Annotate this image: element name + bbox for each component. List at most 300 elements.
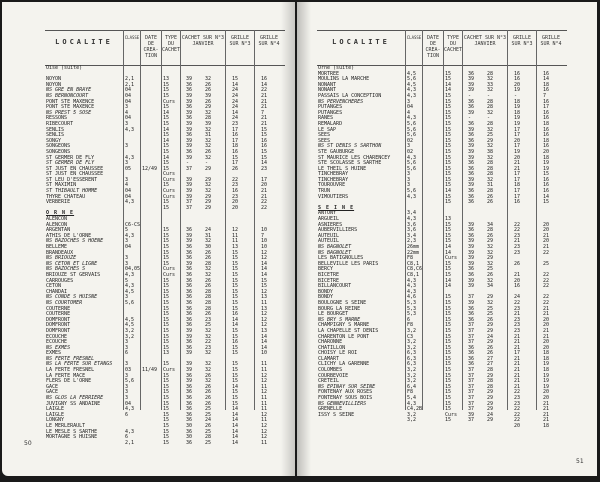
grille4-cell: 7 (261, 232, 265, 239)
locality-name: ALENCON (46, 216, 68, 223)
locality-name: ST THIBAULT HOMME (46, 188, 98, 195)
cachet-1-cell: 39 (186, 120, 193, 127)
grille3-cell: 14 (232, 322, 239, 329)
type-cell: 15 (445, 76, 452, 83)
locality-name: PONT STE MAXENCE (46, 98, 95, 105)
cachet-1-cell: 36 (468, 98, 475, 105)
classe-cell: 4,3 (125, 126, 135, 133)
grille3-cell: 14 (232, 417, 239, 424)
cachet-2-cell: 33 (487, 81, 494, 88)
locality-name: FLERS DE L'ORNE (46, 378, 92, 385)
grille4-cell: 16 (543, 143, 550, 150)
grille4-cell: 19 (543, 372, 550, 379)
locality-name: BICETRE (318, 277, 340, 284)
grille4-cell: 22 (543, 283, 550, 290)
grille4-cell: 22 (543, 249, 550, 256)
cachet-1-cell: 30 (186, 423, 193, 429)
grille3-cell: 15 (232, 305, 239, 312)
type-cell: 15 (163, 288, 170, 295)
grille4-cell: 21 (261, 193, 268, 200)
cachet-2-cell: 28 (205, 294, 212, 301)
grille3-cell: 20 (514, 81, 521, 88)
classe-cell: 6 (125, 350, 129, 357)
type-cell: 13 (163, 76, 170, 83)
locality-name: SONGEONS (46, 148, 71, 155)
classe-cell: 3 (407, 182, 411, 189)
cachet-2-cell: 32 (487, 76, 494, 83)
type-cell: 14 (163, 137, 170, 144)
cachet-2-cell: 23 (205, 344, 212, 351)
date-cell: 12/49 (142, 165, 158, 172)
locality-name: BRIOUZE ST GERVAIS (46, 271, 101, 278)
grille3-cell: 15 (232, 333, 239, 340)
cachet-2-cell: 26 (205, 400, 212, 407)
cachet-2-cell: 28 (487, 160, 494, 167)
classe-cell: 02 (407, 148, 414, 155)
locality-name: ST LEU D'ESSERENT (46, 176, 98, 183)
classe-cell: 4,5 (407, 81, 417, 88)
type-cell: 15 (163, 417, 170, 424)
classe-cell: 04 (125, 98, 132, 105)
classe-cell: 4,3 (125, 199, 135, 206)
type-cell: 15 (163, 104, 170, 111)
cachet-1-cell: 39 (468, 143, 475, 150)
grille3-cell: 23 (514, 322, 521, 329)
locality-name: CLAMART (318, 355, 340, 362)
divider (536, 30, 537, 410)
cachet-2-cell: 32 (205, 154, 212, 161)
cachet-1-cell: 36 (468, 171, 475, 178)
grille4-cell: 22 (543, 299, 550, 306)
grille4-cell: 10 (261, 244, 268, 250)
classe-cell: 04,05 (125, 266, 141, 273)
locality-name: CHANDAI (46, 288, 68, 295)
locality-name: SENLIS (46, 132, 65, 139)
cachet-1-cell: 39 (468, 176, 475, 183)
type-cell: 15 (163, 283, 170, 290)
type-cell: 15 (445, 333, 452, 340)
locality-name: LONGNY (46, 417, 65, 424)
cachet-1-cell: 39 (468, 255, 475, 262)
classe-cell: 3,4 (407, 210, 417, 217)
grille3-cell: 22 (514, 417, 521, 424)
grille3-cell: 26 (514, 260, 521, 267)
type-cell: 15 (445, 271, 452, 278)
locality-name: LE THEIL S HUINE (318, 165, 367, 172)
cachet-2-cell: 28 (205, 115, 212, 122)
cachet-2-cell: 26 (205, 395, 212, 402)
cachet-2-cell: 22 (205, 339, 212, 346)
grille3-cell: - (514, 92, 518, 99)
locality-name: MORTREE (318, 70, 340, 77)
cachet-2-cell: 29 (487, 389, 494, 396)
cachet-2-cell: 26 (205, 383, 212, 390)
classe-cell: 3,2 (407, 367, 417, 374)
grille4-cell: 19 (543, 160, 550, 167)
grille4-cell: 21 (261, 120, 268, 127)
locality-name: NS BAGNOLET (318, 244, 352, 250)
cachet-2-cell: - (487, 92, 491, 99)
cachet-1-cell: 37 (468, 333, 475, 340)
cachet-1-cell: 39 (468, 299, 475, 306)
type-cell: 15 (163, 406, 170, 413)
type-cell: 15 (445, 120, 452, 127)
grille3-cell: 20 (514, 277, 521, 284)
cachet-1-cell: 39 (468, 154, 475, 161)
type-cell: 15 (163, 400, 170, 407)
grille4-cell: 11 (261, 395, 268, 402)
cachet-1-cell: 36 (186, 266, 193, 273)
locality-name: PONT STE MAXENCE (46, 104, 95, 111)
grille4-cell: 21 (543, 305, 550, 312)
grille4-cell: 16 (261, 76, 268, 83)
grille4-cell: 15 (261, 132, 268, 139)
classe-cell: 02 (407, 137, 414, 144)
cachet-1-cell: 36 (186, 372, 193, 379)
cachet-1-cell: 36 (468, 188, 475, 195)
classe-cell: 26mm (407, 244, 420, 250)
type-cell: 15 (445, 316, 452, 323)
grille4-cell: 15 (543, 171, 550, 178)
grille4-cell: 15 (543, 199, 550, 206)
cachet-2-cell: 29 (487, 294, 494, 301)
type-cell: 14 (445, 81, 452, 88)
grille3-cell: 11 (232, 238, 239, 245)
locality-name: STE SCOLASSE S SARTHE (318, 160, 382, 167)
divider (254, 30, 255, 410)
cachet-1-cell: 36 (468, 160, 475, 167)
cachet-1-cell: 36 (186, 277, 193, 284)
grille3-cell: 11 (232, 232, 239, 239)
grille4-cell: 15 (261, 277, 268, 284)
left-page (2, 2, 295, 476)
locality-name: NS GENNEVILLIERS (318, 400, 367, 407)
grille4-cell: 14 (261, 81, 268, 88)
classe-cell: 6,3 (407, 361, 417, 368)
grille4-cell: 15 (261, 283, 268, 290)
cachet-1-cell: 37 (468, 417, 475, 424)
cachet-2-cell: 31 (205, 232, 212, 239)
grille4-cell: 20 (543, 316, 550, 323)
cachet-1-cell: 36 (186, 428, 193, 435)
locality-name: NOYON (46, 76, 62, 83)
grille3-cell: 23 (514, 244, 521, 250)
cachet-1-cell: 39 (468, 238, 475, 245)
locality-name: RESSONS (46, 115, 68, 122)
cachet-2-cell: 32 (487, 277, 494, 284)
locality-name: NS EPINAY SUR SEINE (318, 383, 376, 390)
type-cell: 14 (163, 154, 170, 161)
classe-cell: 4,3 (407, 216, 417, 223)
header-localite: LOCALITE (332, 38, 390, 46)
locality-name: CHARENTON LE PONT (318, 333, 370, 340)
cachet-2-cell: 29 (205, 176, 212, 183)
type-cell: 13 (445, 216, 452, 223)
grille3-cell: 22 (514, 389, 521, 396)
classe-cell: 4,3 (125, 232, 135, 239)
classe-cell: F8 (407, 389, 414, 396)
grille4-cell: 14 (261, 160, 268, 167)
grille4-cell: 18 (543, 120, 550, 127)
classe-cell: C4,2B (407, 406, 423, 413)
classe-cell: 6 (125, 411, 129, 418)
grille3-cell: 15 (232, 350, 239, 357)
classe-cell: 6,4 (407, 383, 417, 390)
grille3-cell: 17 (232, 137, 239, 144)
locality-name: NS ST DENIS S SARTHON (318, 143, 382, 150)
cachet-1-cell: 36 (186, 400, 193, 407)
cachet-1-cell: 36 (186, 227, 193, 234)
grille4-cell: 21 (261, 188, 268, 195)
cachet-1-cell: 36 (186, 283, 193, 290)
cachet-1-cell: 39 (468, 244, 475, 250)
header-classe: CLASSE (124, 35, 140, 40)
header-cachet: CACHET SUR N°3 JANVIER (181, 35, 225, 47)
divider (180, 30, 181, 410)
grille4-cell: 20 (543, 238, 550, 245)
grille4-cell: 12 (261, 372, 268, 379)
cachet-1-cell: 36 (186, 439, 193, 446)
classe-cell: 3 (407, 176, 411, 183)
type-cell: 14 (163, 126, 170, 133)
grille4-cell: 12 (261, 428, 268, 435)
type-cell: 15 (445, 299, 452, 306)
cachet-2-cell: 25 (205, 406, 212, 413)
cachet-1-cell: 36 (468, 316, 475, 323)
header-date: DATE DE CREA-TION (425, 35, 441, 59)
type-cell: 15 (445, 361, 452, 368)
cachet-2-cell: 28 (487, 98, 494, 105)
classe-cell: 3 (125, 389, 129, 396)
grille4-cell: 12 (261, 434, 268, 441)
cachet-2-cell: 32 (487, 260, 494, 267)
cachet-2-cell: 28 (487, 70, 494, 77)
cachet-1-cell: 39 (186, 193, 193, 200)
grille4-cell: 20 (543, 322, 550, 329)
cachet-2-cell: 26 (487, 271, 494, 278)
type-cell: 15 (445, 417, 452, 424)
cachet-2-cell: 25 (205, 439, 212, 446)
cachet-2-cell: 29 (487, 327, 494, 334)
grille3-cell: 21 (514, 165, 521, 172)
grille4-cell: 20 (543, 344, 550, 351)
cachet-2-cell: 29 (487, 137, 494, 144)
locality-name: NS GLOS LA FERRIERE (46, 395, 104, 402)
type-cell: 15 (163, 305, 170, 312)
grille3-cell: 23 (514, 395, 521, 402)
grille4-cell: 22 (543, 294, 550, 301)
grille4-cell: 18 (543, 423, 550, 429)
grille3-cell: 15 (232, 271, 239, 278)
grille4-cell: 21 (543, 311, 550, 318)
type-cell: 14 (445, 244, 452, 250)
classe-cell: 4,3 (125, 271, 135, 278)
classe-cell: 3 (125, 120, 129, 127)
cachet-2-cell: 23 (205, 316, 212, 323)
type-cell: 14 (445, 188, 452, 195)
cachet-2-cell: 30 (205, 244, 212, 250)
grille3-cell: 16 (232, 132, 239, 139)
classe-cell: 04 (125, 188, 132, 195)
grille3-cell: 15 (232, 255, 239, 262)
type-cell: 15 (163, 260, 170, 267)
classe-cell: 5,6 (125, 378, 135, 385)
cachet-2-cell: 24 (205, 227, 212, 234)
locality-name: Oise (suite) (46, 65, 83, 71)
locality-name: LE SAP (318, 126, 337, 133)
locality-name: ASNIERES (318, 221, 343, 228)
cachet-1-cell: 39 (186, 92, 193, 99)
classe-cell: 5,4 (407, 395, 417, 402)
locality-name: AUTEUIL (318, 238, 340, 245)
classe-cell: 4,3 (125, 283, 135, 290)
header-cachet: CACHET SUR N°3 JANVIER (463, 35, 507, 47)
cachet-2-cell: 32 (487, 249, 494, 256)
locality-name: NONANT (318, 81, 337, 88)
locality-name: BONDY (318, 294, 334, 301)
grille3-cell: 15 (232, 372, 239, 379)
type-cell: 15 (163, 311, 170, 318)
cachet-1-cell: 37 (186, 165, 193, 172)
grille3-cell: 19 (514, 148, 521, 155)
type-cell: 15 (445, 193, 452, 200)
classe-cell: 3,2 (407, 327, 417, 334)
type-cell: 15 (163, 378, 170, 385)
cachet-2-cell: 29 (487, 322, 494, 329)
type-cell: 15 (445, 199, 452, 206)
type-cell: 15 (445, 355, 452, 362)
grille4-cell: 13 (261, 305, 268, 312)
grille3-cell: 21 (514, 372, 521, 379)
divider (140, 30, 141, 410)
locality-name: CHOISY LE ROI (318, 350, 358, 357)
grille3-cell: 15 (232, 327, 239, 334)
type-cell: 14 (445, 249, 452, 256)
grille4-cell: 11 (261, 367, 268, 374)
cachet-2-cell: 26 (205, 98, 212, 105)
classe-cell: 4,3 (407, 283, 417, 290)
cachet-1-cell: 36 (186, 104, 193, 111)
grille3-cell: 17 (514, 188, 521, 195)
grille4-cell: 14 (261, 344, 268, 351)
cachet-1-cell: 36 (468, 355, 475, 362)
grille4-cell: 19 (543, 165, 550, 172)
cachet-1-cell: 36 (186, 294, 193, 301)
type-cell: Curs (163, 193, 176, 200)
locality-name: LAIGLE (46, 411, 65, 418)
cachet-1-cell: 39 (468, 81, 475, 88)
grille3-cell: 24 (514, 294, 521, 301)
cachet-2-cell: 32 (205, 188, 212, 195)
cachet-1-cell: 39 (186, 143, 193, 150)
cachet-2-cell: 26 (205, 311, 212, 318)
locality-name: GACE (46, 383, 59, 390)
grille4-cell: 10 (261, 350, 268, 357)
locality-name: LE BOURGET (318, 311, 349, 318)
cachet-1-cell: - (468, 115, 472, 122)
grille3-cell: 23 (514, 400, 521, 407)
cachet-2-cell: 28 (205, 288, 212, 295)
grille3-cell: 15 (232, 367, 239, 374)
grille4-cell: 7 (543, 92, 547, 99)
grille4-cell: 21 (261, 92, 268, 99)
locality-name: SEES (318, 137, 331, 144)
grille3-cell: 16 (232, 148, 239, 155)
grille3-cell: 21 (514, 383, 521, 390)
type-cell: 15 (163, 372, 170, 379)
cachet-2-cell: 26 (205, 148, 212, 155)
grille3-cell: 14 (232, 411, 239, 418)
classe-cell: 04 (125, 92, 132, 99)
cachet-1-cell: 36 (468, 70, 475, 77)
grille3-cell: 14 (232, 109, 239, 116)
cachet-2-cell: 28 (487, 171, 494, 178)
grille4-cell: 20 (543, 148, 550, 155)
grille3-cell: 17 (232, 160, 239, 167)
grille4-cell: 19 (543, 383, 550, 390)
cachet-1-cell: 36 (186, 305, 193, 312)
classe-cell: 3 (125, 372, 129, 379)
cachet-1-cell: 39 (186, 154, 193, 161)
cachet-2-cell: 29 (487, 238, 494, 245)
classe-cell: 6 (407, 316, 411, 323)
cachet-1-cell: 36 (468, 271, 475, 278)
cachet-1-cell: 36 (468, 266, 475, 273)
grille4-cell: 21 (543, 400, 550, 407)
header-grille3: GRILLE SUR N°3 (511, 35, 533, 47)
grille4-cell: 21 (261, 115, 268, 122)
cachet-1-cell: 39 (186, 176, 193, 183)
grille4-cell: 16 (543, 132, 550, 139)
grille4-cell: 17 (261, 176, 268, 183)
type-cell: 15 (445, 165, 452, 172)
cachet-1-cell: 37 (468, 383, 475, 390)
classe-cell: 5,6 (407, 188, 417, 195)
cachet-1-cell: 36 (468, 305, 475, 312)
cachet-2-cell: 29 (487, 406, 494, 413)
grille3-cell: 19 (514, 87, 521, 94)
header-date: DATE DE CREA-TION (143, 35, 159, 59)
type-cell: 15 (445, 232, 452, 239)
classe-cell: 4,3 (407, 115, 417, 122)
locality-name: ANTONY (318, 210, 337, 217)
grille4-cell: 25 (543, 260, 550, 267)
type-cell: 15 (445, 70, 452, 77)
cachet-1-cell: 37 (468, 339, 475, 346)
type-cell: 14 (445, 283, 452, 290)
cachet-2-cell: 32 (205, 76, 212, 83)
locality-name: NS COURTOMER (46, 299, 83, 306)
grille4-cell: 20 (543, 339, 550, 346)
classe-cell: 3,2 (407, 411, 417, 418)
cachet-2-cell: 27 (487, 361, 494, 368)
classe-cell: C8,1 (407, 271, 420, 278)
grille3-cell: 21 (514, 367, 521, 374)
cachet-1-cell: 39 (186, 327, 193, 334)
cachet-2-cell: 25 (487, 311, 494, 318)
cachet-2-cell: 32 (205, 350, 212, 357)
cachet-1-cell: 36 (468, 199, 475, 206)
grille3-cell: 22 (232, 176, 239, 183)
grille4-cell: 12 (261, 288, 268, 295)
type-cell: 15 (163, 81, 170, 88)
grille3-cell: 15 (232, 76, 239, 83)
cachet-2-cell: 26 (487, 193, 494, 200)
classe-cell: 04 (125, 400, 132, 407)
header-grille4: GRILLE SUR N°4 (258, 35, 280, 47)
grille4-cell: 22 (543, 271, 550, 278)
cachet-2-cell: 26 (205, 372, 212, 379)
